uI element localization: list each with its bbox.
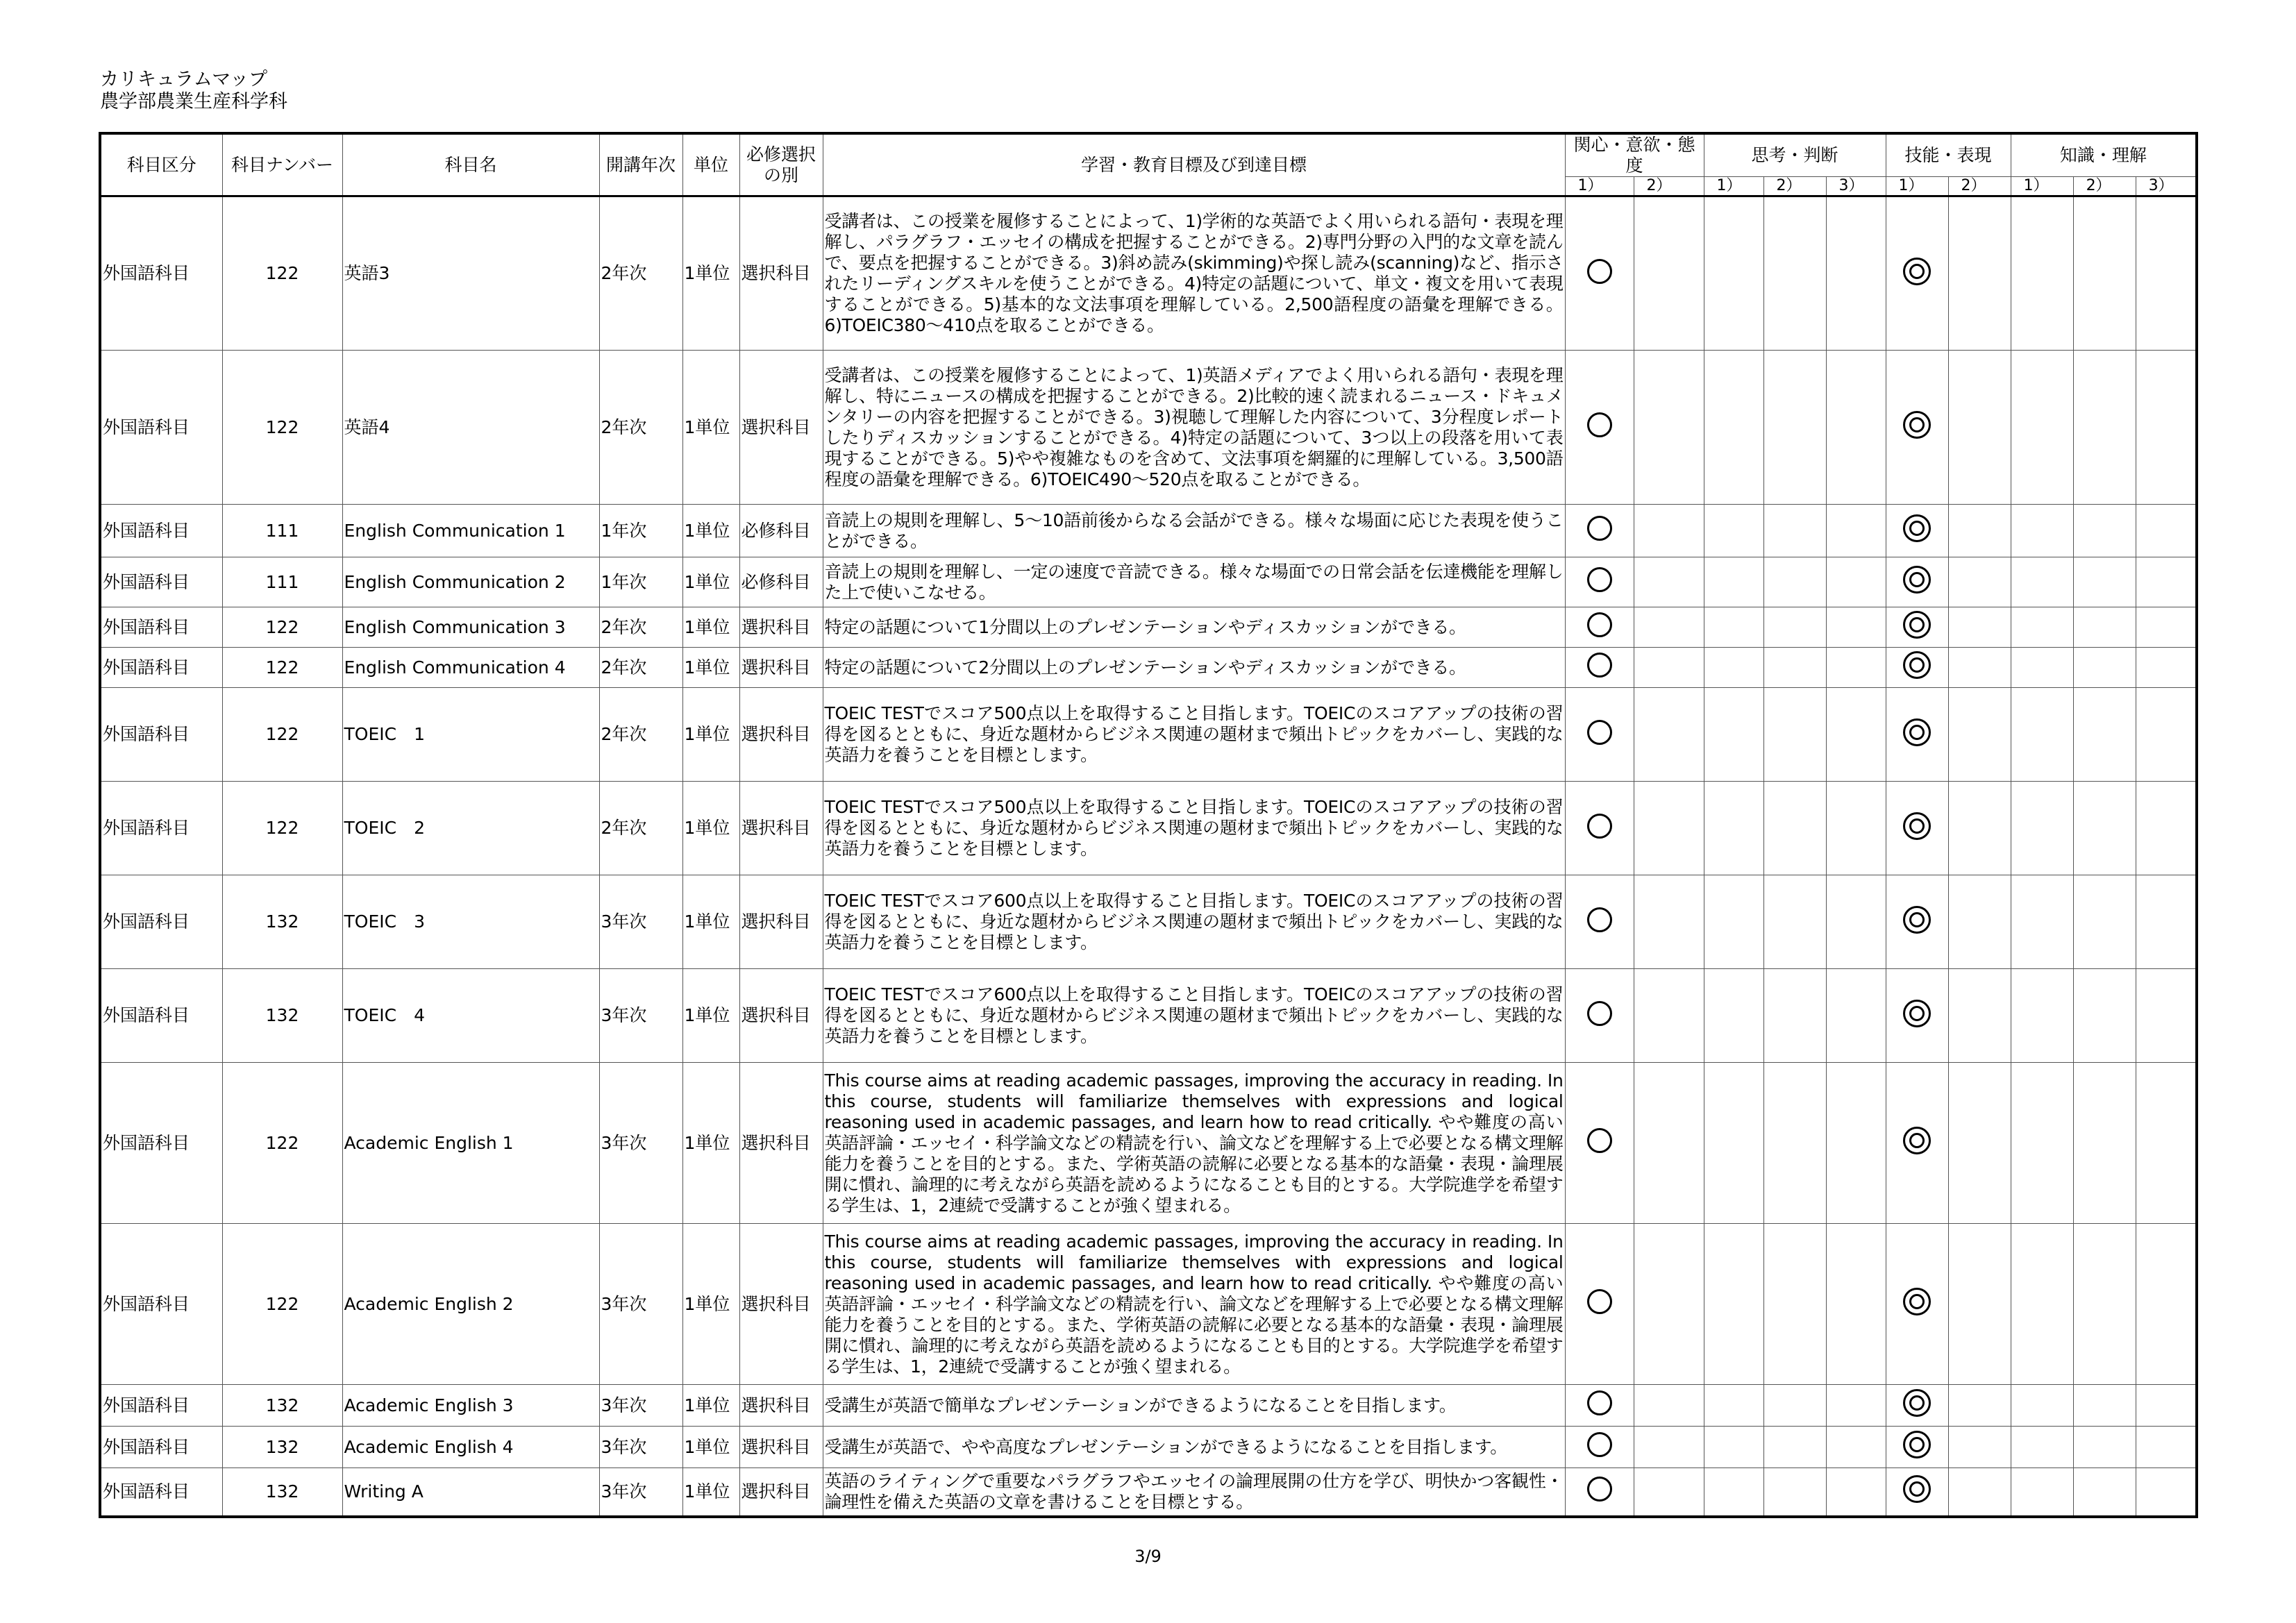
double-circle-icon	[1903, 611, 1931, 639]
cell-name: English Communication 4	[342, 648, 599, 688]
cell-required: 選択科目	[739, 1468, 823, 1517]
cell-name: Academic English 1	[342, 1063, 599, 1224]
header-name: 科目名	[342, 133, 599, 196]
cell-objective: 受講生が英語で、やや高度なプレゼンテーションができるようになることを目指します。	[823, 1427, 1565, 1468]
cell-category: 外国語科目	[100, 688, 222, 782]
department-name: 農学部農業生産科学科	[100, 91, 287, 112]
double-circle-icon	[1903, 1431, 1931, 1458]
cell-category: 外国語科目	[100, 969, 222, 1063]
page-number: 3/9	[1134, 1547, 1162, 1566]
sub-header: 2）	[1763, 177, 1826, 196]
cell-number: 122	[222, 1063, 342, 1224]
table-row	[100, 688, 2197, 782]
cell-required: 選択科目	[739, 1385, 823, 1427]
cell-units: 1単位	[682, 1468, 739, 1517]
double-circle-icon	[1903, 1127, 1931, 1154]
table-row	[100, 1468, 2197, 1517]
cell-number: 132	[222, 1427, 342, 1468]
cell-year: 3年次	[599, 969, 682, 1063]
cell-objective: 受講者は、この授業を履修することによって、1)英語メディアでよく用いられる語句・表現を理解し、特にニュースの構成を把握することができる。2)比較的速く読まれるニュース・ドキュメンタリーの内容を把握することができる。3)視聴して理解した内容について、3分程度レポートしたりディスカッションすることができる。4)特定の話題について、3つ以上の段落を用いて表現することができる。5)やや複雑なものを含めて、文法事項を網羅的に理解している。3,500語程度の語彙を理解できる。6)TOEIC490～520点を取ることができる。	[823, 351, 1565, 505]
circle-icon	[1587, 412, 1612, 437]
cell-year: 3年次	[599, 1427, 682, 1468]
header-required: 必修選択の別	[739, 133, 823, 196]
circle-icon	[1587, 653, 1612, 678]
circle-icon	[1587, 567, 1612, 592]
circle-icon	[1587, 516, 1612, 541]
circle-icon	[1587, 1477, 1612, 1502]
cell-objective: 受講者は、この授業を履修することによって、1)学術的な英語でよく用いられる語句・表現を理解し、パラグラフ・エッセイの構成を把握することができる。2)専門分野の入門的な文章を読んで、要点を把握することができる。3)斜め読み(skimming)や探し読み(scanning)など、指示されたリーディングスキルを使うことができる。4)特定の話題について、単文・複文を用いて表現することができる。5)基本的な文法事項を理解している。2,500語程度の語彙を理解できる。6)TOEIC380～410点を取ることができる。	[823, 196, 1565, 351]
cell-name: English Communication 2	[342, 557, 599, 607]
table-row	[100, 505, 2197, 557]
cell-objective: 音読上の規則を理解し、一定の速度で音読できる。様々な場面での日常会話を伝達機能を理解した上で使いこなせる。	[823, 557, 1565, 607]
cell-objective: 特定の話題について2分間以上のプレゼンテーションやディスカッションができる。	[823, 648, 1565, 688]
circle-icon	[1587, 1390, 1612, 1415]
cell-year: 2年次	[599, 688, 682, 782]
header-group-thinking: 思考・判断	[1704, 133, 1886, 177]
cell-name: Academic English 4	[342, 1427, 599, 1468]
sub-header: 1）	[1704, 177, 1763, 196]
cell-units: 1単位	[682, 607, 739, 648]
header-objectives: 学習・教育目標及び到達目標	[823, 133, 1565, 196]
circle-icon	[1587, 1289, 1612, 1314]
cell-required: 選択科目	[739, 875, 823, 969]
cell-objective: This course aims at reading academic passages, improving the accuracy in reading. In this course, students will familiarize themselves with expressions and logical reasoning used in academic passages, and learn how to read critically. やや難度の高い英語評論・エッセイ・科学論文などの精読を行い、論文などを理解する上で必要となる構文理解能力を養うことを目的とする。また、学術英語の読解に必要となる基本的な語彙・表現・論理展開に慣れ、論理的に考えながら英語を読めるようになることも目的とする。大学院進学を希望する学生は、1，2連続で受講することが強く望まれる。	[823, 1224, 1565, 1385]
cell-year: 1年次	[599, 557, 682, 607]
header-year: 開講年次	[599, 133, 682, 196]
table-row	[100, 351, 2197, 505]
cell-category: 外国語科目	[100, 1468, 222, 1517]
cell-year: 3年次	[599, 875, 682, 969]
cell-objective: TOEIC TESTでスコア500点以上を取得すること目指します。TOEICのスコアアップの技術の習得を図るとともに、身近な題材からビジネス関連の題材まで頻出トピックをカバーし、実践的な英語力を養うことを目標とします。	[823, 688, 1565, 782]
cell-number: 122	[222, 648, 342, 688]
cell-objective: TOEIC TESTでスコア600点以上を取得すること目指します。TOEICのスコアアップの技術の習得を図るとともに、身近な題材からビジネス関連の題材まで頻出トピックをカバーし、実践的な英語力を養うことを目標とします。	[823, 875, 1565, 969]
page-title: カリキュラムマップ	[100, 69, 268, 90]
double-circle-icon	[1903, 1288, 1931, 1315]
cell-required: 選択科目	[739, 782, 823, 875]
cell-units: 1単位	[682, 505, 739, 557]
cell-category: 外国語科目	[100, 782, 222, 875]
cell-units: 1単位	[682, 1063, 739, 1224]
table-row	[100, 1224, 2197, 1385]
sub-header: 3）	[2136, 177, 2197, 196]
cell-category: 外国語科目	[100, 557, 222, 607]
cell-objective: TOEIC TESTでスコア600点以上を取得すること目指します。TOEICのスコアアップの技術の習得を図るとともに、身近な題材からビジネス関連の題材まで頻出トピックをカバーし、実践的な英語力を養うことを目標とします。	[823, 969, 1565, 1063]
cell-category: 外国語科目	[100, 1224, 222, 1385]
cell-name: TOEIC 4	[342, 969, 599, 1063]
double-circle-icon	[1903, 514, 1931, 542]
header-group-interest: 関心・意欲・態度	[1565, 133, 1704, 177]
cell-required: 必修科目	[739, 505, 823, 557]
circle-icon	[1587, 1432, 1612, 1457]
double-circle-icon	[1903, 1389, 1931, 1417]
cell-year: 2年次	[599, 196, 682, 351]
cell-objective: TOEIC TESTでスコア500点以上を取得すること目指します。TOEICのスコアアップの技術の習得を図るとともに、身近な題材からビジネス関連の題材まで頻出トピックをカバーし、実践的な英語力を養うことを目標とします。	[823, 782, 1565, 875]
cell-required: 選択科目	[739, 648, 823, 688]
sub-header: 3）	[1826, 177, 1886, 196]
double-circle-icon	[1903, 258, 1931, 285]
double-circle-icon	[1903, 906, 1931, 934]
cell-name: TOEIC 3	[342, 875, 599, 969]
cell-objective: 音読上の規則を理解し、5～10語前後からなる会話ができる。様々な場面に応じた表現を使うことができる。	[823, 505, 1565, 557]
cell-name: Academic English 3	[342, 1385, 599, 1427]
cell-year: 1年次	[599, 505, 682, 557]
circle-icon	[1587, 720, 1612, 745]
circle-icon	[1587, 907, 1612, 932]
cell-units: 1単位	[682, 196, 739, 351]
cell-units: 1単位	[682, 782, 739, 875]
cell-year: 3年次	[599, 1224, 682, 1385]
cell-number: 122	[222, 607, 342, 648]
cell-name: English Communication 3	[342, 607, 599, 648]
table-row	[100, 196, 2197, 351]
cell-name: 英語3	[342, 196, 599, 351]
sub-header: 2）	[1948, 177, 2011, 196]
table-row	[100, 1063, 2197, 1224]
cell-year: 2年次	[599, 648, 682, 688]
cell-year: 3年次	[599, 1385, 682, 1427]
cell-name: TOEIC 2	[342, 782, 599, 875]
sub-header: 1）	[1886, 177, 1948, 196]
double-circle-icon	[1903, 411, 1931, 439]
cell-category: 外国語科目	[100, 351, 222, 505]
cell-units: 1単位	[682, 1427, 739, 1468]
cell-required: 選択科目	[739, 1224, 823, 1385]
table-row	[100, 648, 2197, 688]
cell-objective: 受講生が英語で簡単なプレゼンテーションができるようになることを目指します。	[823, 1385, 1565, 1427]
cell-units: 1単位	[682, 648, 739, 688]
double-circle-icon	[1903, 718, 1931, 746]
header-group-skills: 技能・表現	[1886, 133, 2011, 177]
cell-number: 111	[222, 557, 342, 607]
circle-icon	[1587, 1001, 1612, 1026]
header-number: 科目ナンバー	[222, 133, 342, 196]
cell-category: 外国語科目	[100, 875, 222, 969]
sub-header: 2）	[2073, 177, 2136, 196]
double-circle-icon	[1903, 812, 1931, 840]
cell-year: 3年次	[599, 1063, 682, 1224]
cell-name: English Communication 1	[342, 505, 599, 557]
cell-required: 選択科目	[739, 351, 823, 505]
cell-required: 選択科目	[739, 688, 823, 782]
table-row	[100, 969, 2197, 1063]
double-circle-icon	[1903, 651, 1931, 679]
sub-header: 1）	[2011, 177, 2073, 196]
circle-icon	[1587, 259, 1612, 284]
cell-number: 132	[222, 969, 342, 1063]
table-row	[100, 1385, 2197, 1427]
table-row	[100, 782, 2197, 875]
curriculum-map-table	[99, 132, 2198, 1518]
cell-objective: 英語のライティングで重要なパラグラフやエッセイの論理展開の仕方を学び、明快かつ客観性・論理性を備えた英語の文章を書けることを目標とする。	[823, 1468, 1565, 1517]
cell-units: 1単位	[682, 351, 739, 505]
double-circle-icon	[1903, 566, 1931, 594]
cell-year: 2年次	[599, 782, 682, 875]
cell-year: 2年次	[599, 607, 682, 648]
cell-number: 122	[222, 351, 342, 505]
cell-objective: This course aims at reading academic passages, improving the accuracy in reading. In this course, students will familiarize themselves with expressions and logical reasoning used in academic passages, and learn how to read critically. やや難度の高い英語評論・エッセイ・科学論文などの精読を行い、論文などを理解する上で必要となる構文理解能力を養うことを目的とする。また、学術英語の読解に必要となる基本的な語彙・表現・論理展開に慣れ、論理的に考えながら英語を読めるようになることも目的とする。大学院進学を希望する学生は、1，2連続で受講することが強く望まれる。	[823, 1063, 1565, 1224]
table-row	[100, 875, 2197, 969]
sub-header: 1）	[1565, 177, 1634, 196]
table-row	[100, 607, 2197, 648]
sub-header: 2）	[1634, 177, 1704, 196]
cell-units: 1単位	[682, 969, 739, 1063]
cell-name: Writing A	[342, 1468, 599, 1517]
cell-required: 選択科目	[739, 196, 823, 351]
circle-icon	[1587, 612, 1612, 637]
double-circle-icon	[1903, 1000, 1931, 1027]
header-category: 科目区分	[100, 133, 222, 196]
cell-required: 選択科目	[739, 969, 823, 1063]
cell-required: 選択科目	[739, 1063, 823, 1224]
double-circle-icon	[1903, 1475, 1931, 1503]
cell-year: 2年次	[599, 351, 682, 505]
cell-units: 1単位	[682, 875, 739, 969]
header-units: 単位	[682, 133, 739, 196]
cell-required: 必修科目	[739, 557, 823, 607]
cell-name: TOEIC 1	[342, 688, 599, 782]
cell-units: 1単位	[682, 1385, 739, 1427]
table-row	[100, 557, 2197, 607]
cell-year: 3年次	[599, 1468, 682, 1517]
cell-number: 111	[222, 505, 342, 557]
cell-units: 1単位	[682, 688, 739, 782]
cell-category: 外国語科目	[100, 196, 222, 351]
cell-number: 122	[222, 782, 342, 875]
cell-required: 選択科目	[739, 1427, 823, 1468]
cell-number: 122	[222, 1224, 342, 1385]
cell-category: 外国語科目	[100, 648, 222, 688]
cell-category: 外国語科目	[100, 505, 222, 557]
cell-category: 外国語科目	[100, 607, 222, 648]
cell-name: 英語4	[342, 351, 599, 505]
cell-category: 外国語科目	[100, 1427, 222, 1468]
cell-category: 外国語科目	[100, 1063, 222, 1224]
cell-number: 132	[222, 1468, 342, 1517]
circle-icon	[1587, 814, 1612, 839]
cell-objective: 特定の話題について1分間以上のプレゼンテーションやディスカッションができる。	[823, 607, 1565, 648]
cell-units: 1単位	[682, 557, 739, 607]
cell-number: 132	[222, 1385, 342, 1427]
cell-name: Academic English 2	[342, 1224, 599, 1385]
cell-number: 132	[222, 875, 342, 969]
table-row	[100, 1427, 2197, 1468]
cell-number: 122	[222, 196, 342, 351]
cell-category: 外国語科目	[100, 1385, 222, 1427]
cell-required: 選択科目	[739, 607, 823, 648]
circle-icon	[1587, 1128, 1612, 1153]
cell-units: 1単位	[682, 1224, 739, 1385]
cell-number: 122	[222, 688, 342, 782]
header-group-knowledge: 知識・理解	[2011, 133, 2197, 177]
